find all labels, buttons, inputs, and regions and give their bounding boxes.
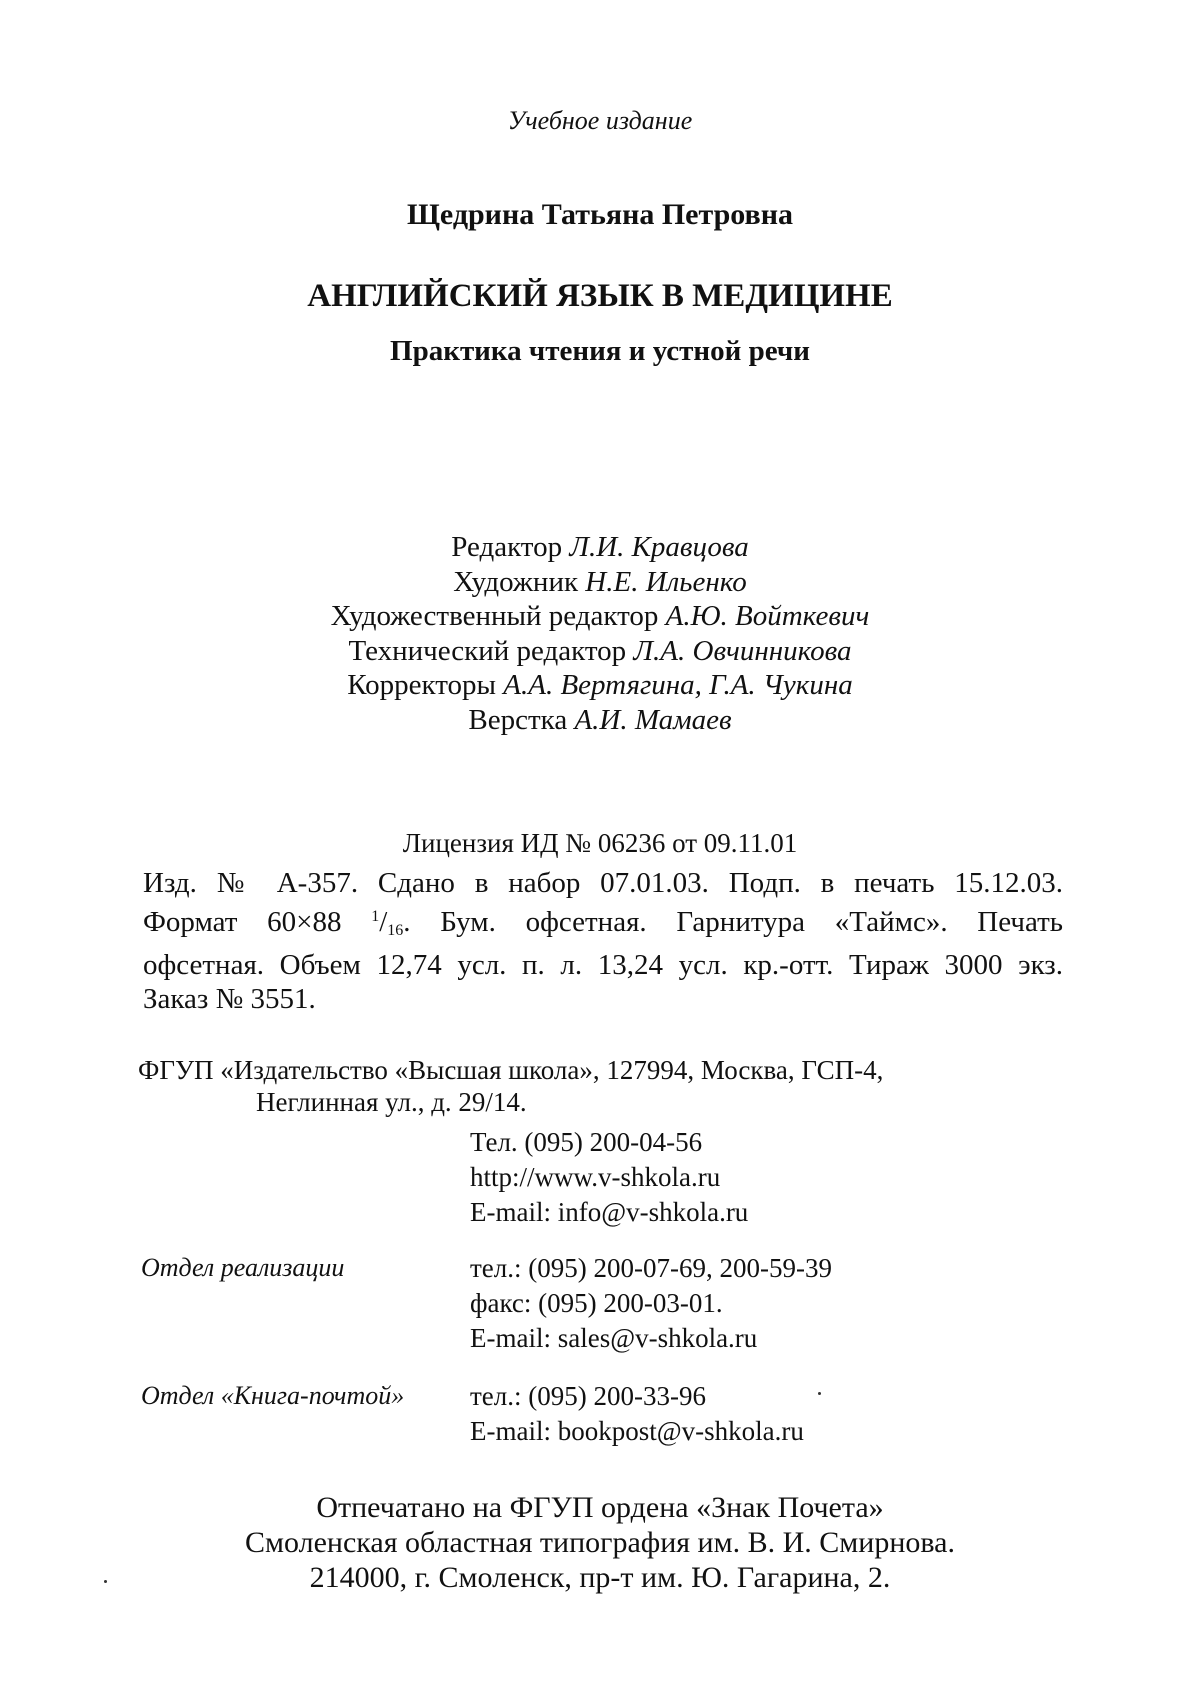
printer-line: 214000, г. Смоленск, пр-т им. Ю. Гагарина, 2. <box>309 1561 891 1594</box>
credit-name: Л.И. Кравцова <box>569 531 749 563</box>
credit-role: Художественный редактор <box>330 600 659 632</box>
printer-line: Отпечатано на ФГУП ордена «Знак Почета» <box>316 1491 884 1524</box>
print-details <box>143 866 1063 1016</box>
scan-speck <box>104 1580 107 1583</box>
credit-role: Технический редактор <box>348 634 627 667</box>
print-details-line <box>143 900 1063 948</box>
credit-row <box>0 599 1200 634</box>
credit-row <box>0 703 1200 738</box>
credit-row <box>0 530 1200 565</box>
publisher-address: Неглинная ул., д. 29/14. <box>256 1087 527 1117</box>
printer-line: Смоленская областная типография им. В. И. Смирнова. <box>245 1526 955 1559</box>
format-text: Формат 60×88 <box>143 906 342 938</box>
credit-name: А.А. Вертягина, Г.А. Чукина <box>503 669 853 701</box>
book-subtitle: Практика чтения и устной речи <box>390 335 810 367</box>
printer-info <box>0 1490 1200 1595</box>
mail-phone: тел.: (095) 200-33-96 <box>470 1381 706 1411</box>
sales-fax: факс: (095) 200-03-01. <box>470 1288 723 1318</box>
sales-phone: тел.: (095) 200-07-69, 200-59-39 <box>470 1253 832 1283</box>
credit-role: Художник <box>453 565 579 598</box>
print-details-line: Изд. № А-357. Сдано в набор 07.01.03. Подп. в печать 15.12.03. <box>143 867 1063 899</box>
publisher-phone: Тел. (095) 200-04-56 <box>470 1127 703 1157</box>
sales-dept-label: Отдел реализации <box>141 1253 345 1282</box>
publisher-name: ФГУП «Издательство «Высшая школа», 127994, Москва, ГСП-4, <box>138 1055 884 1085</box>
sales-dept-contacts <box>470 1251 832 1356</box>
credit-name: Л.А. Овчинникова <box>633 634 852 667</box>
credit-name: А.Ю. Войткевич <box>665 600 870 632</box>
sales-email: E-mail: sales@v-shkola.ru <box>470 1323 758 1353</box>
format-rest: . Бум. офсетная. Гарнитура «Таймс». Печать <box>403 906 1063 938</box>
credit-name: А.И. Мамаев <box>574 703 732 736</box>
fraction-numerator: 1 <box>371 908 380 925</box>
credit-role: Корректоры <box>347 669 497 701</box>
credit-role: Редактор <box>451 531 563 563</box>
credit-row <box>0 565 1200 600</box>
print-details-line: офсетная. Объем 12,74 усл. п. л. 13,24 усл. кр.-отт. Тираж 3000 экз. <box>143 949 1063 981</box>
mail-dept-contacts <box>470 1379 804 1449</box>
scan-speck <box>818 1392 821 1395</box>
format-fraction: $^1/_{16}$ <box>371 906 404 939</box>
credit-row <box>0 668 1200 703</box>
mail-dept-label: Отдел «Книга-почтой» <box>141 1381 405 1410</box>
mail-email: E-mail: bookpost@v-shkola.ru <box>470 1416 804 1446</box>
fraction-denominator: 16 <box>387 922 404 939</box>
publisher-website: http://www.v-shkola.ru <box>470 1162 721 1192</box>
credit-role: Верстка <box>468 703 568 736</box>
publisher-email: E-mail: info@v-shkola.ru <box>470 1197 749 1227</box>
credits-block <box>0 530 1200 737</box>
edition-type: Учебное издание <box>507 106 693 135</box>
license-line: Лицензия ИД № 06236 от 09.11.01 <box>402 828 798 858</box>
book-title: АНГЛИЙСКИЙ ЯЗЫК В МЕДИЦИНЕ <box>307 278 893 314</box>
publisher-contacts <box>470 1125 748 1230</box>
author-name: Щедрина Татьяна Петровна <box>406 198 794 231</box>
print-details-line: Заказ № 3551. <box>143 983 316 1015</box>
credit-name: Н.Е. Ильенко <box>585 565 747 598</box>
credit-row <box>0 634 1200 669</box>
